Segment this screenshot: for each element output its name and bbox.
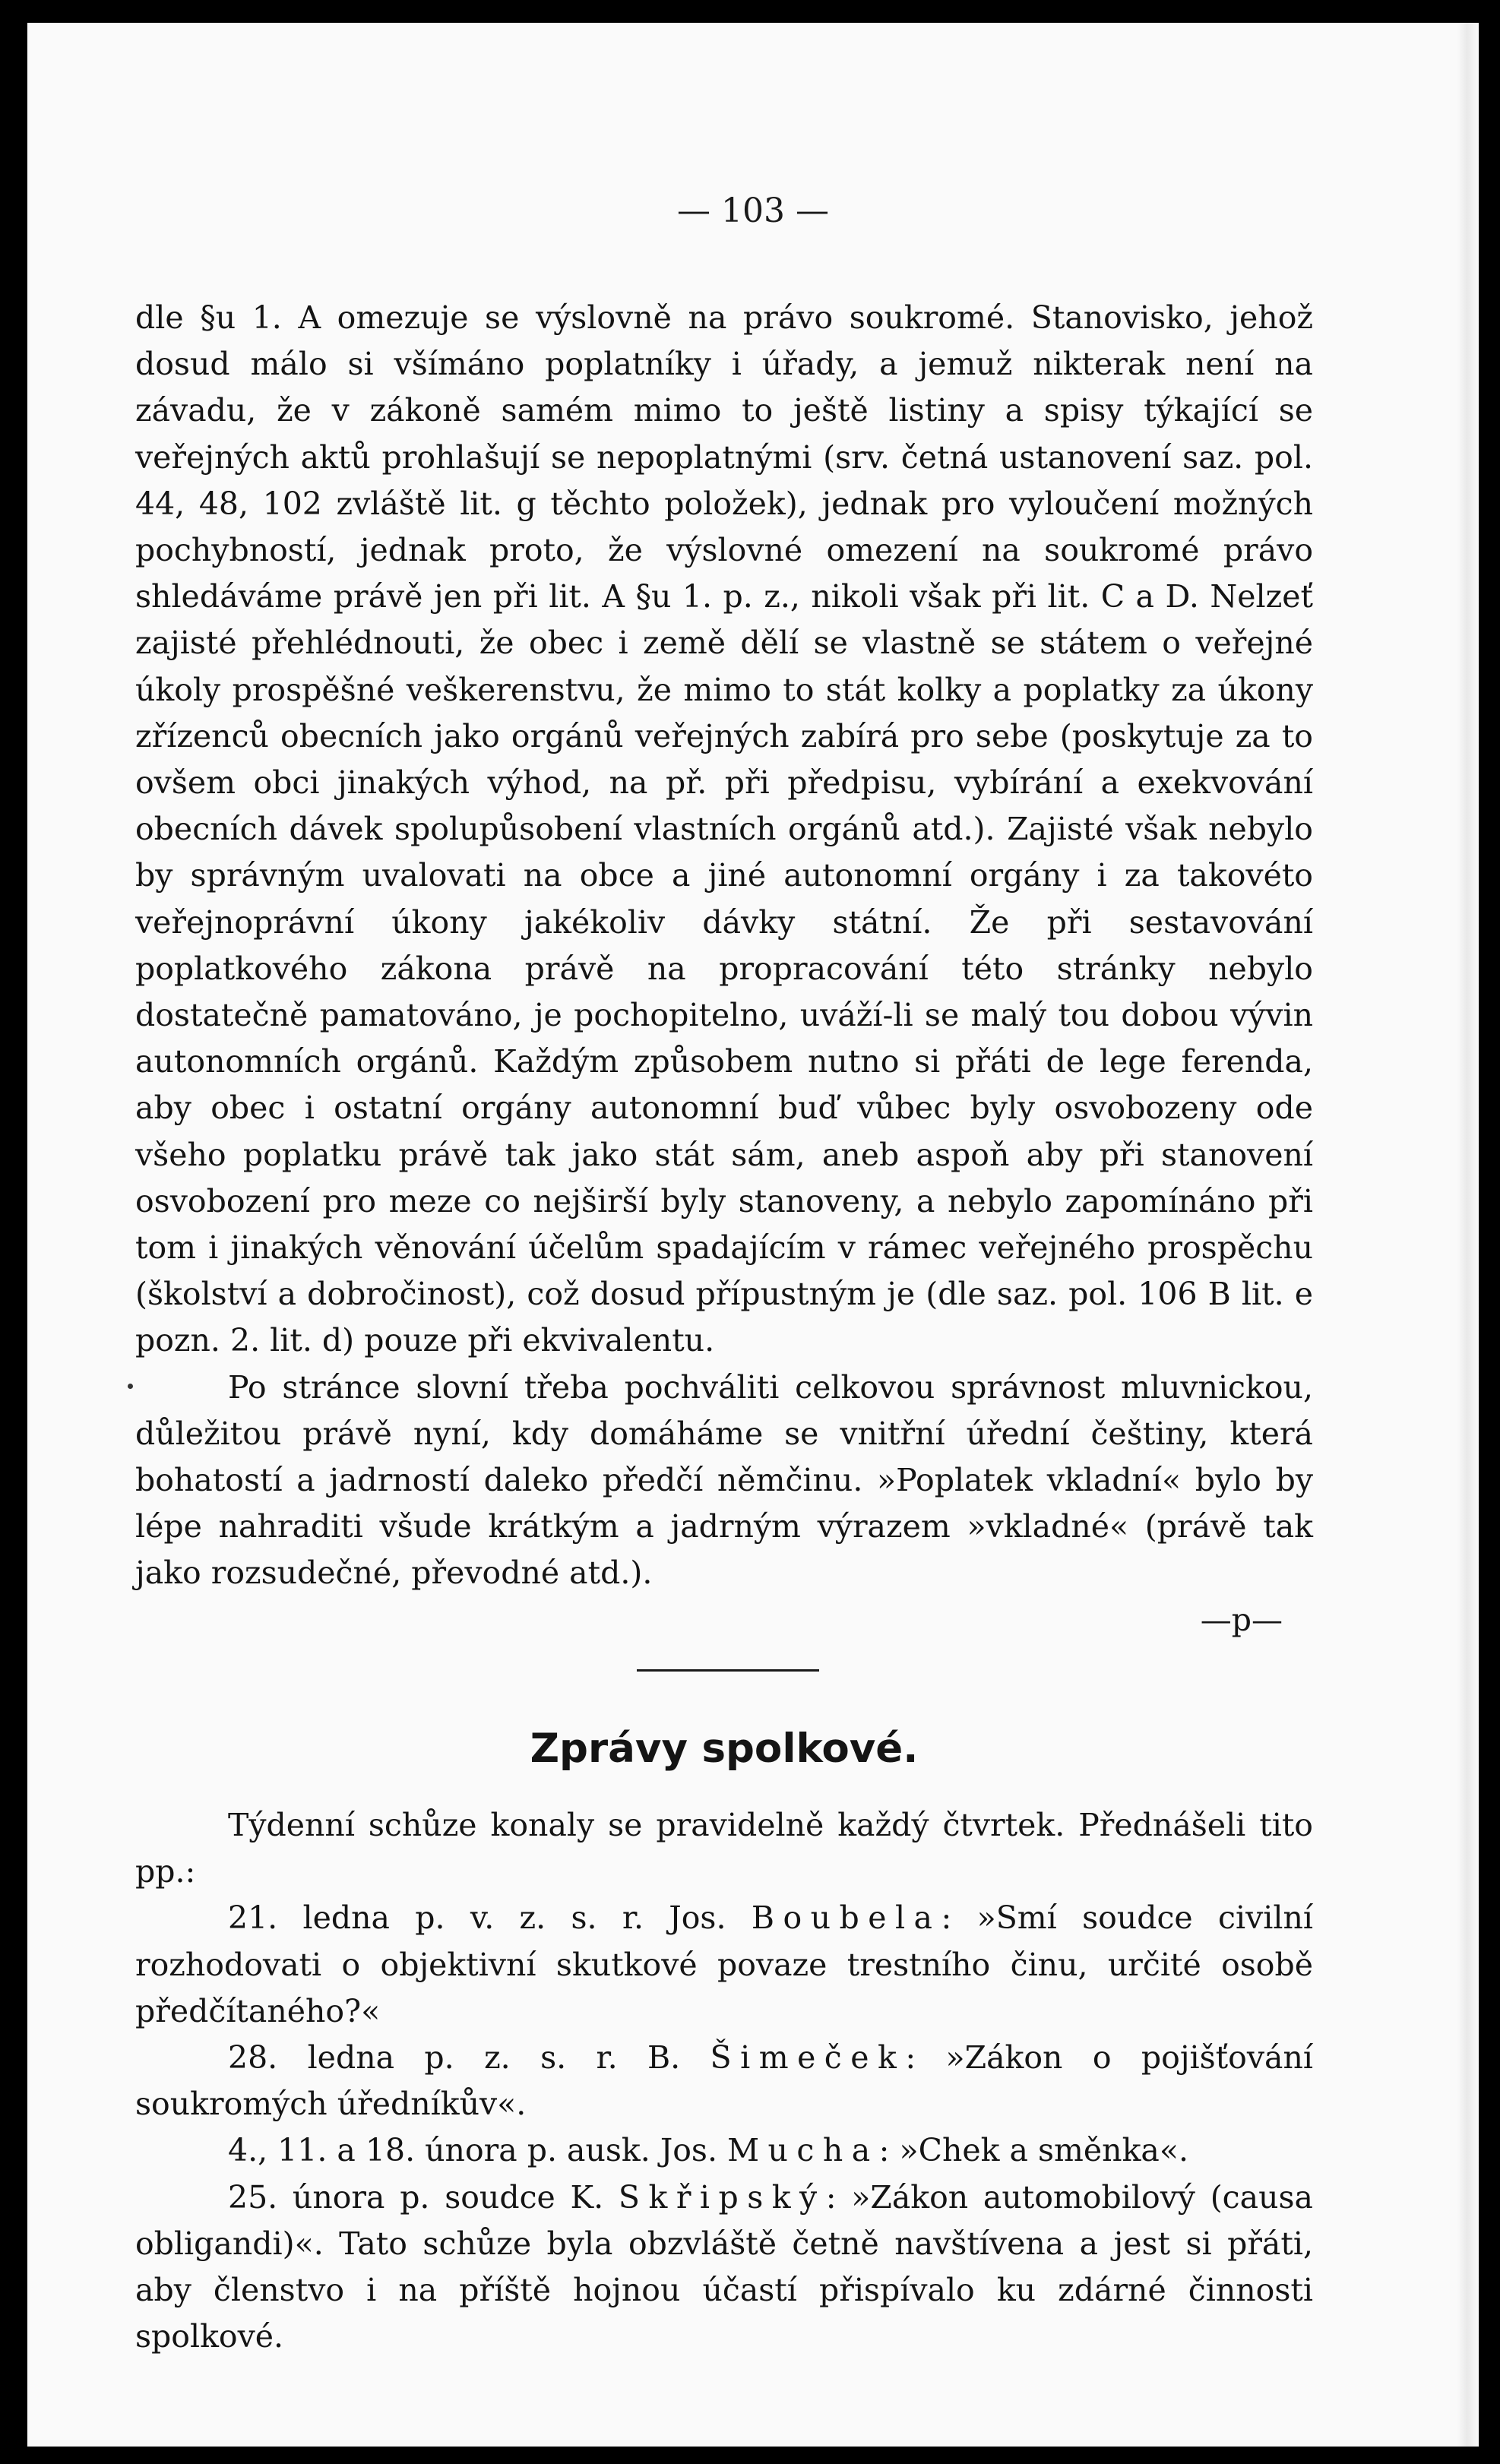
lecture-title: : »Zákon o pojišťování soukromých úředníkův«. [135,2039,1313,2123]
section-intro: Týdenní schůze konaly se pravidelně každý čtvrtek. Přednášeli tito pp.: [135,1806,1313,1890]
entry-date: 25. února p. soudce K. [228,2178,604,2216]
section-heading: Zprávy spolkové. [530,1725,919,1772]
lecture-entry [135,2175,1313,2361]
author-signature: —p— [1200,1601,1283,1638]
lecture-entry [135,2035,1313,2127]
page-body [135,295,1313,2360]
margin-mark [128,1384,133,1389]
lecturer-name: Boubela [751,1899,941,1937]
lecture-title: : »Chek a směnka«. [878,2132,1188,2169]
book-page [27,23,1479,2447]
entry-date: 4., 11. a 18. února p. ausk. Jos. [228,2132,718,2169]
page-number: — 103 — [677,191,829,230]
page-edge [1457,23,1479,2447]
lecture-title: : »Zákon automobilový (causa obligandi)«. Tato schůze byla obzvláště četně navštívena a jest si přáti, aby členstvo i na příště hojnou účastí přispívalo ku zdárné činnosti spolkové. [135,2178,1313,2355]
lecture-title: : »Smí soudce civilní rozhodovati o objektivní skutkové povaze trestního činu, určité osobě předčítaného?« [135,1899,1313,2029]
lecture-entry [135,2127,1313,2174]
lecture-entry [135,1895,1313,2035]
lecturer-name: Mucha [727,2132,879,2169]
article-paragraph-1: dle §u 1. A omezuje se výslovně na právo soukromé. Stanovisko, jehož dosud málo si všímáno poplatníky i úřady, a jemuž nikterak není na závadu, že v zákoně samém mimo to ještě listiny a spisy týkající se veřejných aktů prohlašují se nepoplatnými (srv. četná ustanovení saz. pol. 44, 48, 102 zvláště lit. g těchto položek), jednak pro vyloučení možných pochybností, jednak proto, že výslovné omezení na soukromé právo shledáváme právě jen při lit. A §u 1. p. z., nikoli však při lit. C a D. Nelzeť zajisté přehlédnouti, že obec i země dělí se vlastně se státem o veřejné úkoly prospěšné veškerenstvu, že mimo to stát kolky a poplatky za úkony zřízenců obecních jako orgánů veřejných zabírá pro sebe (poskytuje za to ovšem obci jinakých výhod, na př. při předpisu, vybírání a exekvování obecních dávek spolupůsobení vlastních orgánů atd.). Zajisté však nebylo by správným uvalovati na obce a jiné autonomní orgány i za takovéto veřejnoprávní úkony jakékoliv dávky státní. Že při sestavování poplatkového zákona právě na propracování této stránky nebylo dostatečně pamatováno, je pochopitelno, uváží-li se malý tou dobou vývin autonomních orgánů. Každým způsobem nutno si přáti de lege ferenda, aby obec i ostatní orgány autonomní buď vůbec byly osvobozeny ode všeho poplatku právě tak jako stát sám, aneb aspoň aby při stanovení osvobození pro meze co nejširší byly stanoveny, a nebylo zapomínáno při tom i jinakých věnování účelům spadajícím v rámec veřejného prospěchu (školství a dobročinost), což dosud přípustným je (dle saz. pol. 106 B lit. e pozn. 2. lit. d) pouze při ekvivalentu. [135,299,1313,1359]
entry-date: 21. ledna p. v. z. s. r. Jos. [228,1899,726,1937]
lecturer-name: Šimeček [710,2039,906,2076]
lecturer-name: Skřipský [618,2178,826,2216]
section-divider [637,1669,819,1672]
article-paragraph-2: Po stránce slovní třeba pochváliti celkovou správnost mluvnickou, důležitou právě nyní, kdy domáháme se vnitřní úřední češtiny, která bohatostí a jadrností daleko předčí němčinu. »Poplatek vkladní« bylo by lépe nahraditi všude krátkým a jadrným výrazem »vkladné« (právě tak jako rozsudečné, převodné atd.). [135,1368,1313,1592]
entry-date: 28. ledna p. z. s. r. B. [228,2039,681,2076]
